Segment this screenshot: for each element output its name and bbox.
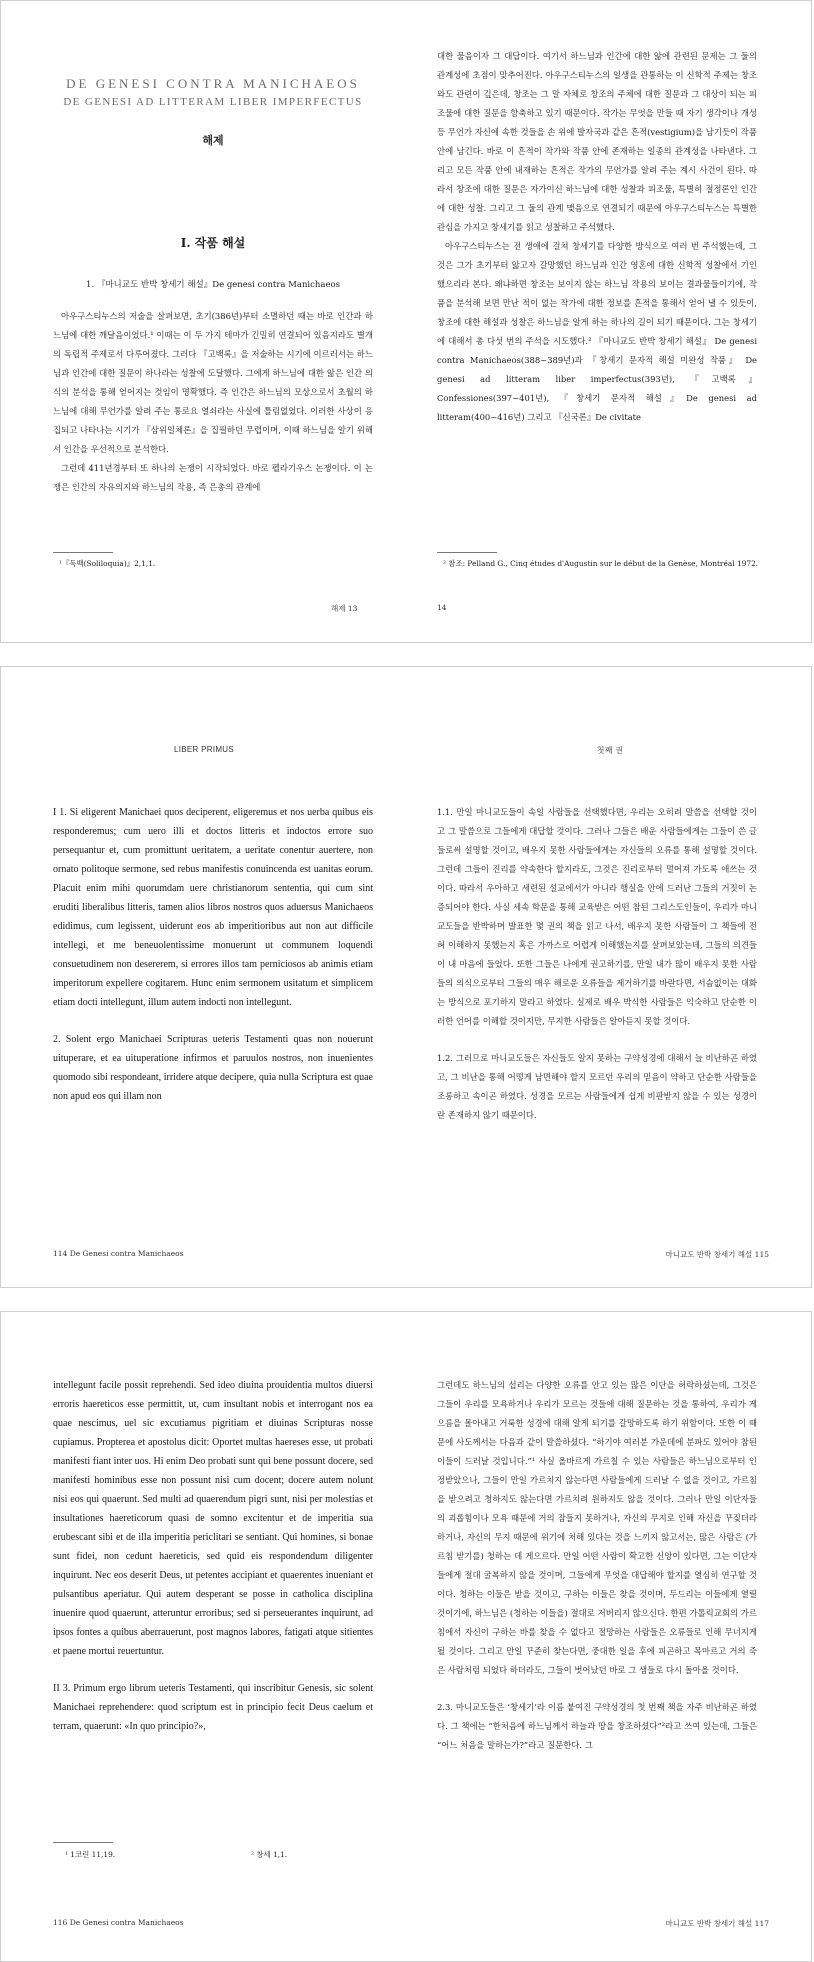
page-114	[1, 667, 407, 1287]
paragraph: II 3. Primum ergo librum ueteris Testamenti, qui inscribitur Genesis, sic solent Manichaei reprehendere: quod scriptum est in principio fecit Deus caelum et terram, quaerunt: «In quo principio?»,	[53, 1683, 373, 1732]
footnote: ¹ 1코린 11,19.	[65, 1850, 116, 1859]
paragraph: 1.2. 그러므로 마니교도들은 자신들도 알지 못하는 구약성경에 대해서 늘 비난하곤 하였고, 그 비난을 통해 어떻게 남면해야 할지 모르던 우리의 믿음이 약하고 단순한 사람들을 조롱하고 속이곤 하였다. 성경을 모르는 사람들에게 쉽게 비판받지 않을 수 있는 성경이란 존재하지 않기 때문이다.	[437, 1053, 757, 1120]
page-number: 114 De Genesi contra Manichaeos	[53, 1249, 184, 1258]
page-spread-2	[0, 666, 812, 1288]
paragraph: 대한 물음이자 그 대답이다. 여기서 하느님과 인간에 대한 앎에 관련된 문제는 그 둘의 관계성에 초점이 맞추어진다. 아우구스티누스의 일생을 관통하는 이 신학적 주제는 창조와도 관련이 깊은데, 창조는 그 말 자체로 창조의 주체에 대한 질문과 그 대상이 되는 피조물에 대한 질문을 함축하고 있기 때문이다. 작가는 무엇을 만들 때 자기 생각이나 개성 등 무언가 자신에 속한 것들을 손 위에 발자국과 같은 흔적(vestigium)을 남기듯이 작품 안에 남긴다. 바로 이 흔적이 작가와 작품 안에 존재하는 일종의 관계성을 나타낸다. 그리고 모든 작품 안에 내재하는 흔적은 작가의 무언가를 알려 주는 계시 사건이 된다. 따라서 창조에 대한 질문은 자가이신 하느님에 대한 성찰과 피조물, 특별히 절정론인 인간에 대한 성찰. 그리고 그 둘의 관계 맺음으로 연결되기 때문에 아우구스티누스는 특별한 관심을 가지고 창세기를 읽고 성찰하고 주석했다.	[437, 51, 757, 232]
footnote: ² 참조: Pelland G., Cinq études d'Augustin sur le début de la Genèse, Montréal 1972.	[443, 559, 759, 568]
footnote: ² 창세 1,1.	[251, 1850, 288, 1859]
heading-introduction: 해제	[202, 134, 224, 147]
paragraph: 아우구스티누스는 전 생애에 걸쳐 창세기를 다양한 방식으로 여러 번 주석했는데, 그것은 그가 초기부터 앓고자 갈망했던 하느님과 인간 영혼에 대한 신학적 성찰에서 기인했으리라 본다. 왜냐하면 창조는 보이지 않는 하느님 작용의 보이는 결과물들이기에, 작품을 분석해 보면 만난 적이 없는 작가에 대한 정보를 흔적을 통해서 얻어 낼 수 있듯이, 창조에 대한 해설과 성찰은 하느님을 알게 하는 하나의 길이 되기 때문이다. 그는 창세기에 대해서 총 다섯 번의 주석을 시도했다.² 『마니교도 반박 창세기 해설』 De genesi contra Manichaeos(388~389년)과 『창세기 문자적 해설 미완성 작품』 De genesi ad litteram liber imperfectus(393년), 『고백록』Confessiones(397~401년), 『창세기 문자적 해설』De genesi ad litteram(400~416년) 그리고 『신국론』De civitate	[437, 241, 757, 422]
page-117	[407, 1312, 812, 1961]
page-115	[407, 667, 812, 1287]
paragraph: 그런데 411년경부터 또 하나의 논쟁이 시작되었다. 바로 펠라기우스 논쟁이다. 이 논쟁은 인간의 자유의지와 하느님의 작용, 즉 은총의 관계에	[53, 463, 373, 492]
korean-text	[437, 803, 757, 1125]
paragraph: intellegunt facile possit reprehendi. Sed ideo diuina prouidentia multos diuersi erroris haereticos esse permittit, ut, cum insultant nobis et interrogant nos ea quae nescimus, uel sic excutiamus pigritiam et diuinas Scripturas nosse cupiamus. Propterea et apostolus dicit: Oportet multas haereses esse, ut probati manifesti fiant inter uos. Hi enim Deo probati sunt qui bene possunt docere, sed manifesti hominibus esse non possunt nisi cum docent; docere autem nolunt nisi eos qui quaerunt. Sed multi ad quaerendum pigri sunt, nisi per molestias et insultationes haereticorum quasi de somno excitentur et de imperitia sua erubescant sibi et de illa imperitia periclitari se sentiant. Qui homines, si bonae sunt fidei, non cedunt haereticis, sed quid eis respondendum diligenter inquirunt. Nec eos deserit Deus, ut petentes accipiant et quaerentes inueniant et pulsantibus aperiatur. Qui autem desperant se posse in catholica disciplina inuenire quod quaerunt, atteruntur erroribus; sed si perseuerantes inquirunt, ad ipsos fontes a quibus aberrauerunt, post magnos labores, fatigati atque sitientes et paene mortui reuertuntur.	[53, 1380, 373, 1657]
page-number: 116 De Genesi contra Manichaeos	[53, 1918, 184, 1927]
running-head: 첫째 권	[596, 746, 624, 755]
page-14	[407, 1, 812, 642]
paragraph: 아우구스티누스의 저술을 살펴보면, 초기(386년)부터 소멸하던 때는 바로 인간과 하느님에 대한 깨달음이었다.¹ 이때는 이 두 가지 테마가 긴밀히 연결되어 있음지라도 별개의 독립적 주제로서 다루어졌다. 그러다 『고백록』을 저술하는 시기에 이르러서는 하느님과 인간에 대한 질문이 하나라는 성찰에 도달했다. 그에게 하느님에 대한 앎은 인간 의식의 분석을 통해 얻어지는 것임이 명확했다. 즉 인간은 하느님의 모상으로서 초월의 하느님에 대해 무언가를 알려 주는 통로요 열쇠라는 사실에 틀림없었다. 이러한 사상이 응집되고 나타나는 시기가 『삼위일체론』을 집필하던 무렵이며, 이때 하느님을 알기 위해서 인간을 우선적으로 분석한다.	[53, 311, 373, 454]
paragraph: I 1. Si eligerent Manichaei quos deciperent, eligeremus et nos uerba quibus eis responderemus; cum uero illi et doctos litteris et indoctos errore suo persequantur et, cum promittunt ueritatem, a ueritate conentur auertere, non ornato politoque sermone, sed rebus manifestis conuincenda est uanitas eorum. Placuit enim mihi quorumdam uere christianorum sententia, qui cum sint eruditi liberalibus litteris, tamen alios libros nostros quos aduersus Manichaeos edidimus, cum legissent, uiderunt eos ab imperitioribus aut non aut difficile intellegi, et me beneuolentissime monuerunt ut communem loquendi consuetudinem non desererem, si errores illos tam perniciosos ab animis etiam imperitorum expellere cogitarem. Hunc enim sermonem usitatum et simplicem etiam docti intellegunt, illum autem indocti non intellegunt.	[53, 807, 373, 1008]
page-spread-3	[0, 1311, 812, 1962]
korean-text	[437, 1376, 757, 1755]
page-number: 해제 13	[331, 604, 358, 613]
work-title-line-1: DE GENESI CONTRA MANICHAEOS	[66, 76, 360, 91]
body-text	[437, 47, 757, 427]
latin-text	[53, 1376, 373, 1736]
page-spread-1	[0, 0, 812, 643]
paragraph: 1.1. 만일 마니교도들이 속일 사람들을 선택했다면, 우리는 오히려 말씀을 선택할 것이고 그 말씀으로 그들에게 대답할 것이다. 그러나 그들은 배운 사람들에게는 그들이 쓴 글들로써 설명할 것이고, 배우지 못한 사람들에게는 자신들의 오류를 통해 설명할 것이다. 그런데 그들이 진리를 약속한다 할지라도, 그것은 진리로부터 멀어져 가도록 애쓰는 것이다. 따라서 우아하고 세련된 설교에서가 아니라 행실을 안에 드러난 그들의 거짓이 논증되어야 한다. 사실 세속 학문을 통해 교육받은 어떤 참된 그리스도인들이, 우리가 마니교도들을 반박하며 발표한 몇 권의 책을 읽고 나서, 배우지 못한 사람들이 그 책들에 전혀 이해하지 못했는지 혹은 가까스로 어렵게 이해했는지를 살펴보았는데, 그들의 의견들이 내 마음에 들었다. 또한 그들은 나에게 권고하기를, 만일 내가 많이 배우지 못한 사람들의 의식으로부터 그들의 매우 해로운 오류들을 제거하기를 바란다면, 서슴없이는 대화는 방식으로 포기하지 말라고 하였다. 실제로 배우 박식한 사람들은 익숙하고 단순한 이러한 언어를 이해할 것이지만, 무지한 사람들은 알아듣지 못할 것이다.	[437, 807, 757, 1026]
subsection-heading: 1. 『마니교도 반박 창세기 해설』De genesi contra Manichaeos	[86, 280, 340, 290]
work-title-line-2: DE GENESI AD LITTERAM LIBER IMPERFECTUS	[63, 96, 363, 108]
page-13	[1, 1, 407, 642]
section-heading: I. 작품 해설	[180, 236, 246, 250]
page-number: 14	[437, 603, 447, 612]
page-number: 마니교도 반박 창세기 해설 117	[665, 1919, 769, 1928]
page-116	[1, 1312, 407, 1961]
paragraph: 그런데도 하느님의 섭리는 다양한 오류를 안고 있는 많은 이단을 허락하셨는데, 그것은 그들이 우리를 모욕하거나 우리가 모르는 것들에 대해 질문하는 것을 통하여, 우리가 게으름을 몰아내고 거룩한 성경에 대해 알게 되기를 갈망하도록 하기 위함이다. 또한 이 때문에 사도께서는 다음과 같이 말씀하셨다. “하기야 여러분 가운데에 분파도 있어야 참된 이들이 드러날 것입니다.”¹ 사실 올바르게 가르칠 수 있는 사람들은 하느님으로부터 인정받았으나, 그들이 만일 가르치지 않는다면 사람들에게 드러날 수 없을 것이고, 가르침을 받으려고 청하지도 않는다면 가르치려 원하지도 않을 것이다. 그러나 만일 이단자들의 괴롭힘이나 모욕 때문에 거의 잠들지 못하거나, 자신의 무지로 인해 자신을 꾸짖더라하거나, 자신의 무지 때문에 위기에 처해 있다는 것을 느끼지 않고서는, 많은 사람은 (가르침 받기를) 청하는 데 게으르다. 만일 어떤 사람이 확고한 신앙이 있다면, 그는 이단자들에게 절대 굴복하지 않을 것이며, 그들에게 무엇을 대답해야 할지를 열심히 연구할 것이다. 청하는 이들은 받을 것이고, 구하는 이들은 찾을 것이며, 두드리는 이들에게 열릴 것이기에, 하느님은 (청하는 이들을) 절대로 저버리지 않으신다. 한편 가톨릭교회의 가르침에서 자신이 구하는 바를 찾을 수 없다고 절망하는 사람들은 오류들로 인해 무너지게 될 것이다. 그리고 만일 꾸준히 찾는다면, 중대한 일을 후에 피곤하고 목마르고 거의 죽은 사람처럼 되었다 하더라도, 그들이 벗어났던 바로 그 샘들로 다시 돌아올 것이다.	[437, 1380, 757, 1675]
footnote-rule	[53, 552, 113, 553]
latin-text	[53, 803, 373, 1106]
footnote-rule	[437, 552, 497, 553]
running-head: LIBER PRIMUS	[173, 745, 235, 754]
footnote-rule	[53, 1842, 113, 1843]
footnote: ¹『독백(Soliloquia)』2,1,1.	[59, 559, 156, 568]
body-text	[53, 307, 373, 497]
page-number: 마니교도 반박 창세기 해설 115	[665, 1250, 769, 1259]
paragraph: 2. Solent ergo Manichaei Scripturas ueteris Testamenti quas non nouerunt uituperare, et ea uituperatione infirmos et paruulos nostros, non inuenientes quomodo sibi respondeant, irridere atque decipere, quia nulla Scriptura est quae non apud eos qui illam non	[53, 1034, 373, 1102]
paragraph: 2.3. 마니교도들은 ‘창세기’라 이름 붙여진 구약성경의 첫 번째 책을 자주 비난하곤 하였다. 그 책에는 “한처음에 하느님께서 하늘과 땅을 창조하셨다”²라고 쓰여 있는데, 그들은 “어느 처음을 말하는가?”라고 질문한다. 그	[437, 1702, 757, 1750]
